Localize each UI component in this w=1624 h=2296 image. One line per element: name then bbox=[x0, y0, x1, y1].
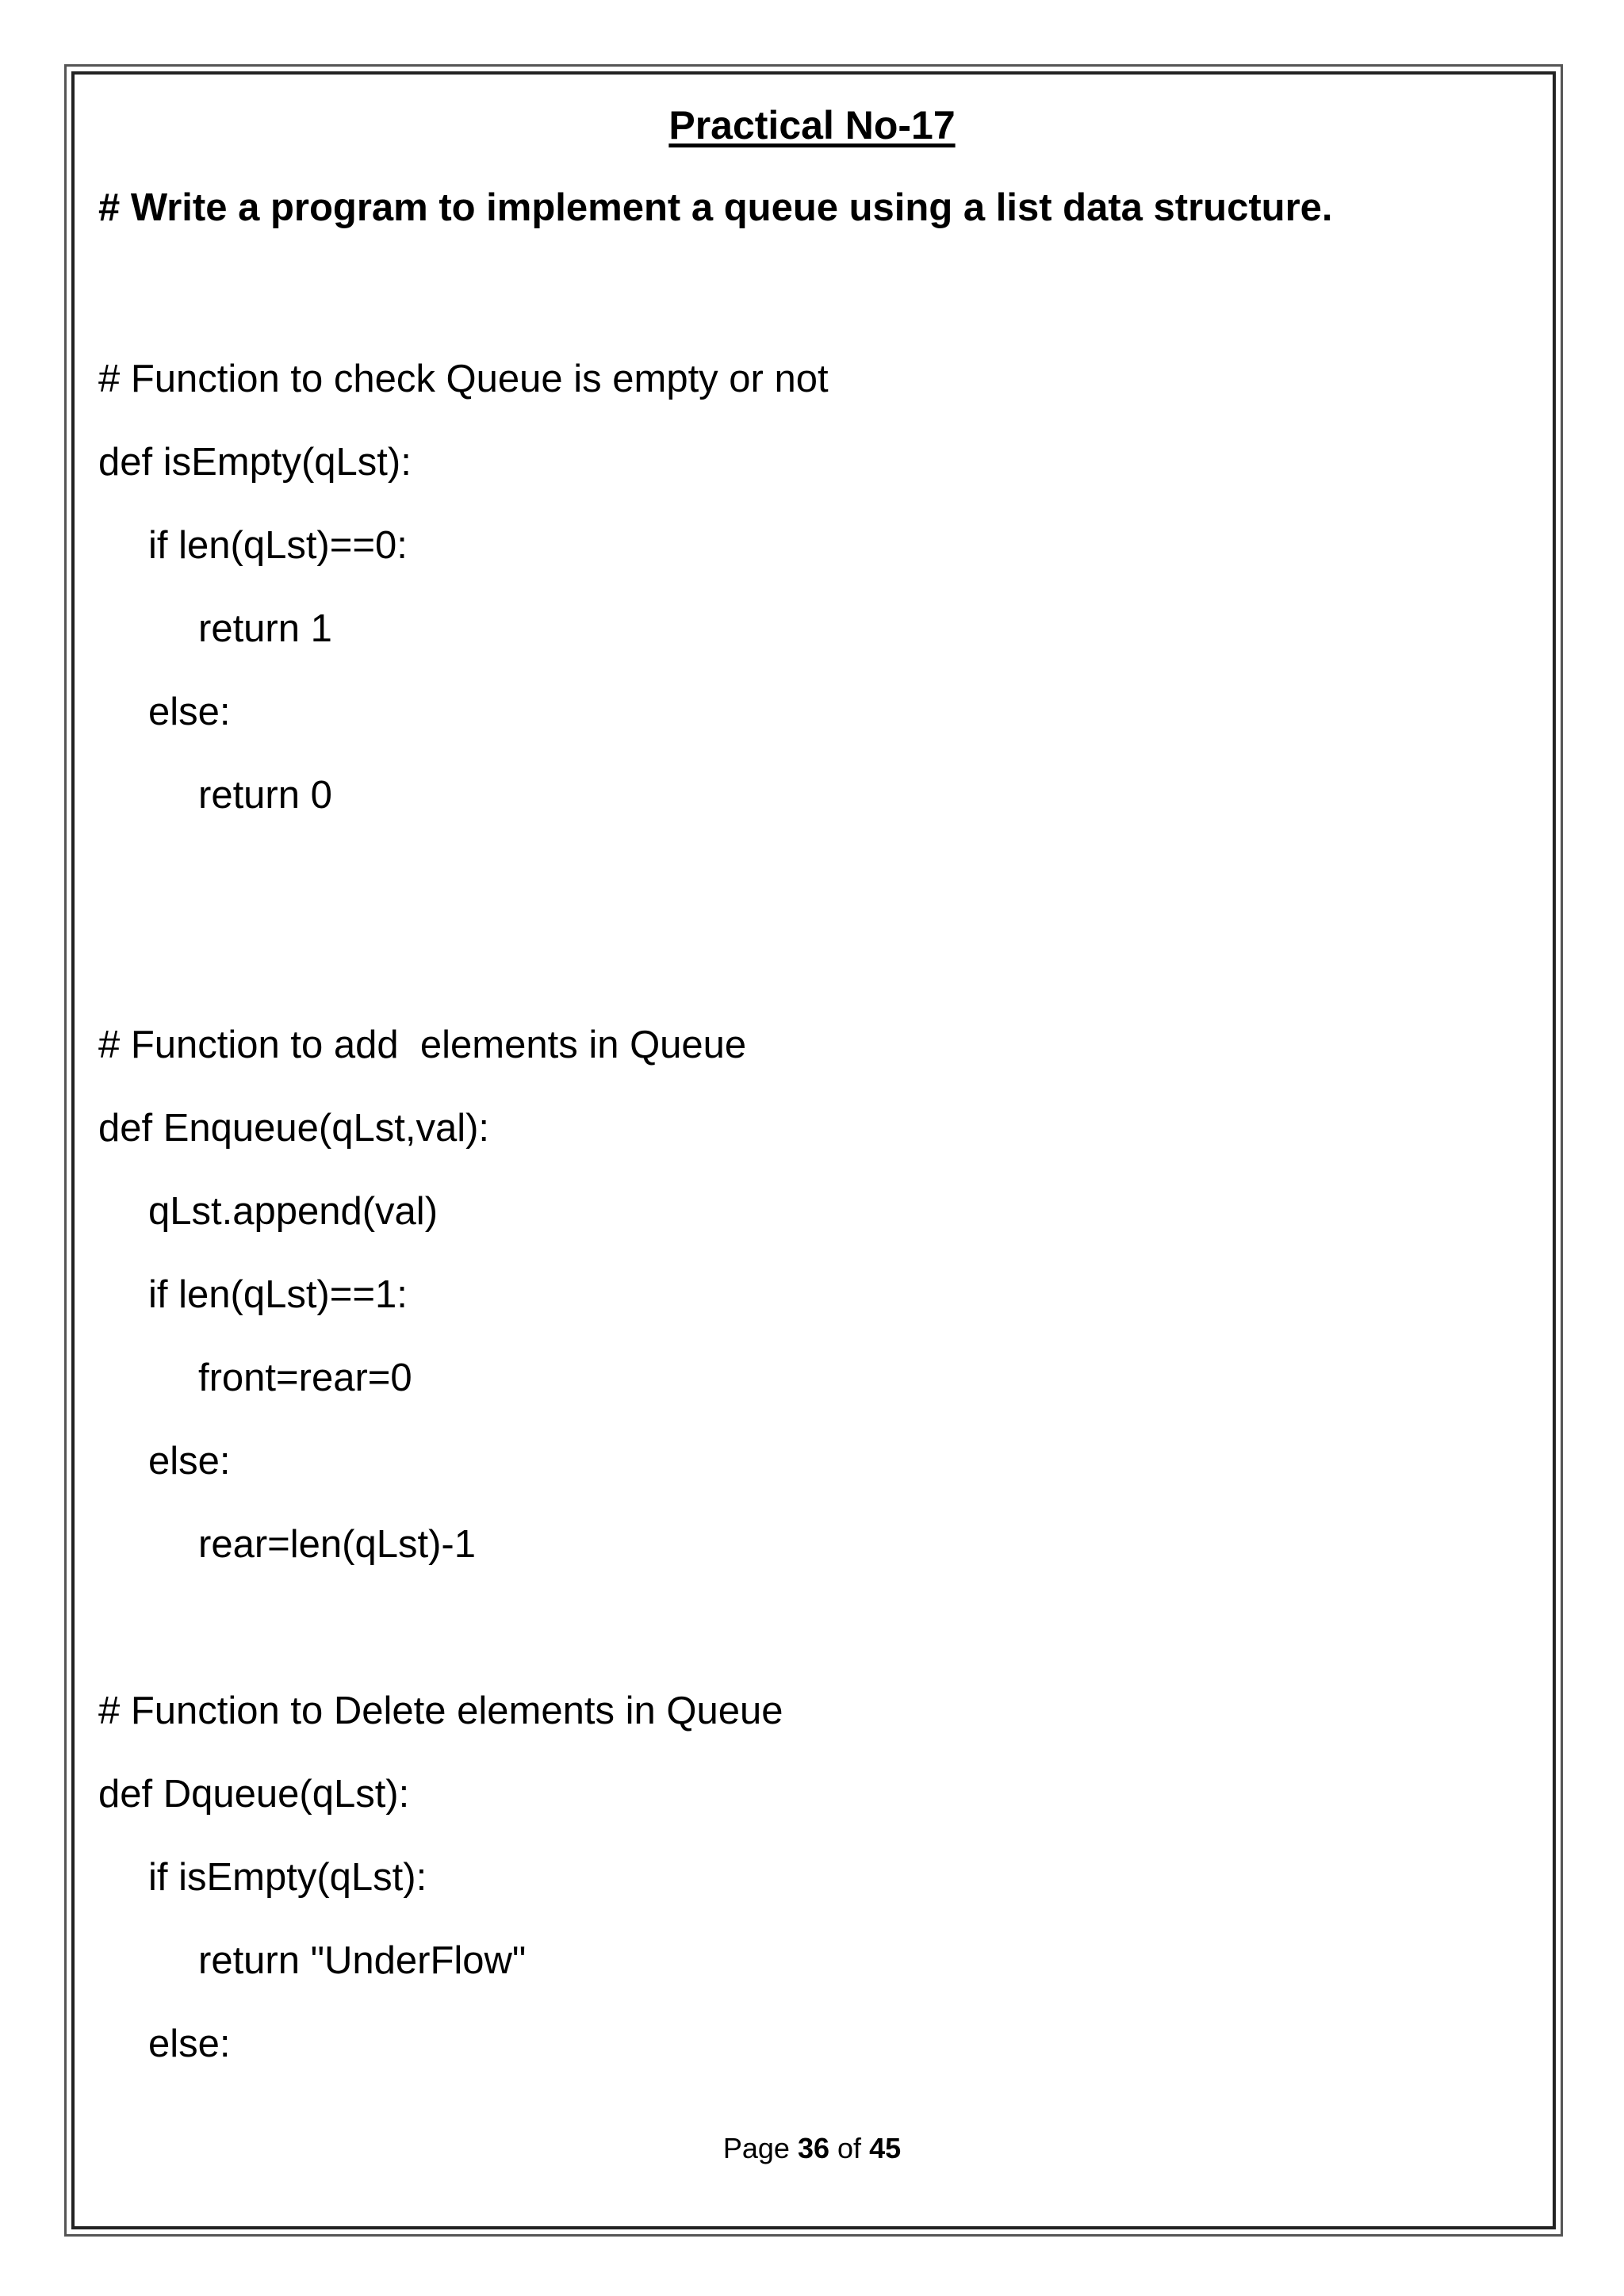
code-line: return 1 bbox=[198, 607, 332, 650]
code-line: else: bbox=[148, 1440, 231, 1483]
page-label: Page bbox=[722, 2132, 790, 2164]
page-separator: of bbox=[837, 2132, 862, 2164]
code-line: def Dqueue(qLst): bbox=[98, 1773, 410, 1816]
code-line: rear=len(qLst)-1 bbox=[198, 1523, 476, 1566]
code-line: # Function to Delete elements in Queue bbox=[98, 1689, 783, 1732]
page-title: Practical No-17 bbox=[668, 103, 956, 147]
code-line: return 0 bbox=[198, 774, 332, 817]
code-line: else: bbox=[148, 691, 231, 733]
code-line: else: bbox=[148, 2022, 231, 2065]
code-line: qLst.append(val) bbox=[148, 1190, 439, 1233]
code-line: if len(qLst)==0: bbox=[148, 524, 408, 567]
question-heading: # Write a program to implement a queue using a list data structure. bbox=[98, 186, 1333, 229]
code-line: def isEmpty(qLst): bbox=[98, 441, 412, 484]
code-line: return "UnderFlow" bbox=[198, 1939, 527, 1982]
current-page: 36 bbox=[797, 2132, 830, 2164]
code-line: if isEmpty(qLst): bbox=[148, 1856, 427, 1899]
total-pages: 45 bbox=[869, 2132, 902, 2164]
code-line: # Function to add elements in Queue bbox=[98, 1024, 747, 1066]
code-line: front=rear=0 bbox=[198, 1357, 412, 1399]
code-line: # Function to check Queue is empty or not bbox=[98, 358, 829, 400]
code-line: if len(qLst)==1: bbox=[148, 1273, 408, 1316]
code-line: def Enqueue(qLst,val): bbox=[98, 1107, 490, 1150]
page-number-footer bbox=[0, 2131, 1624, 2166]
